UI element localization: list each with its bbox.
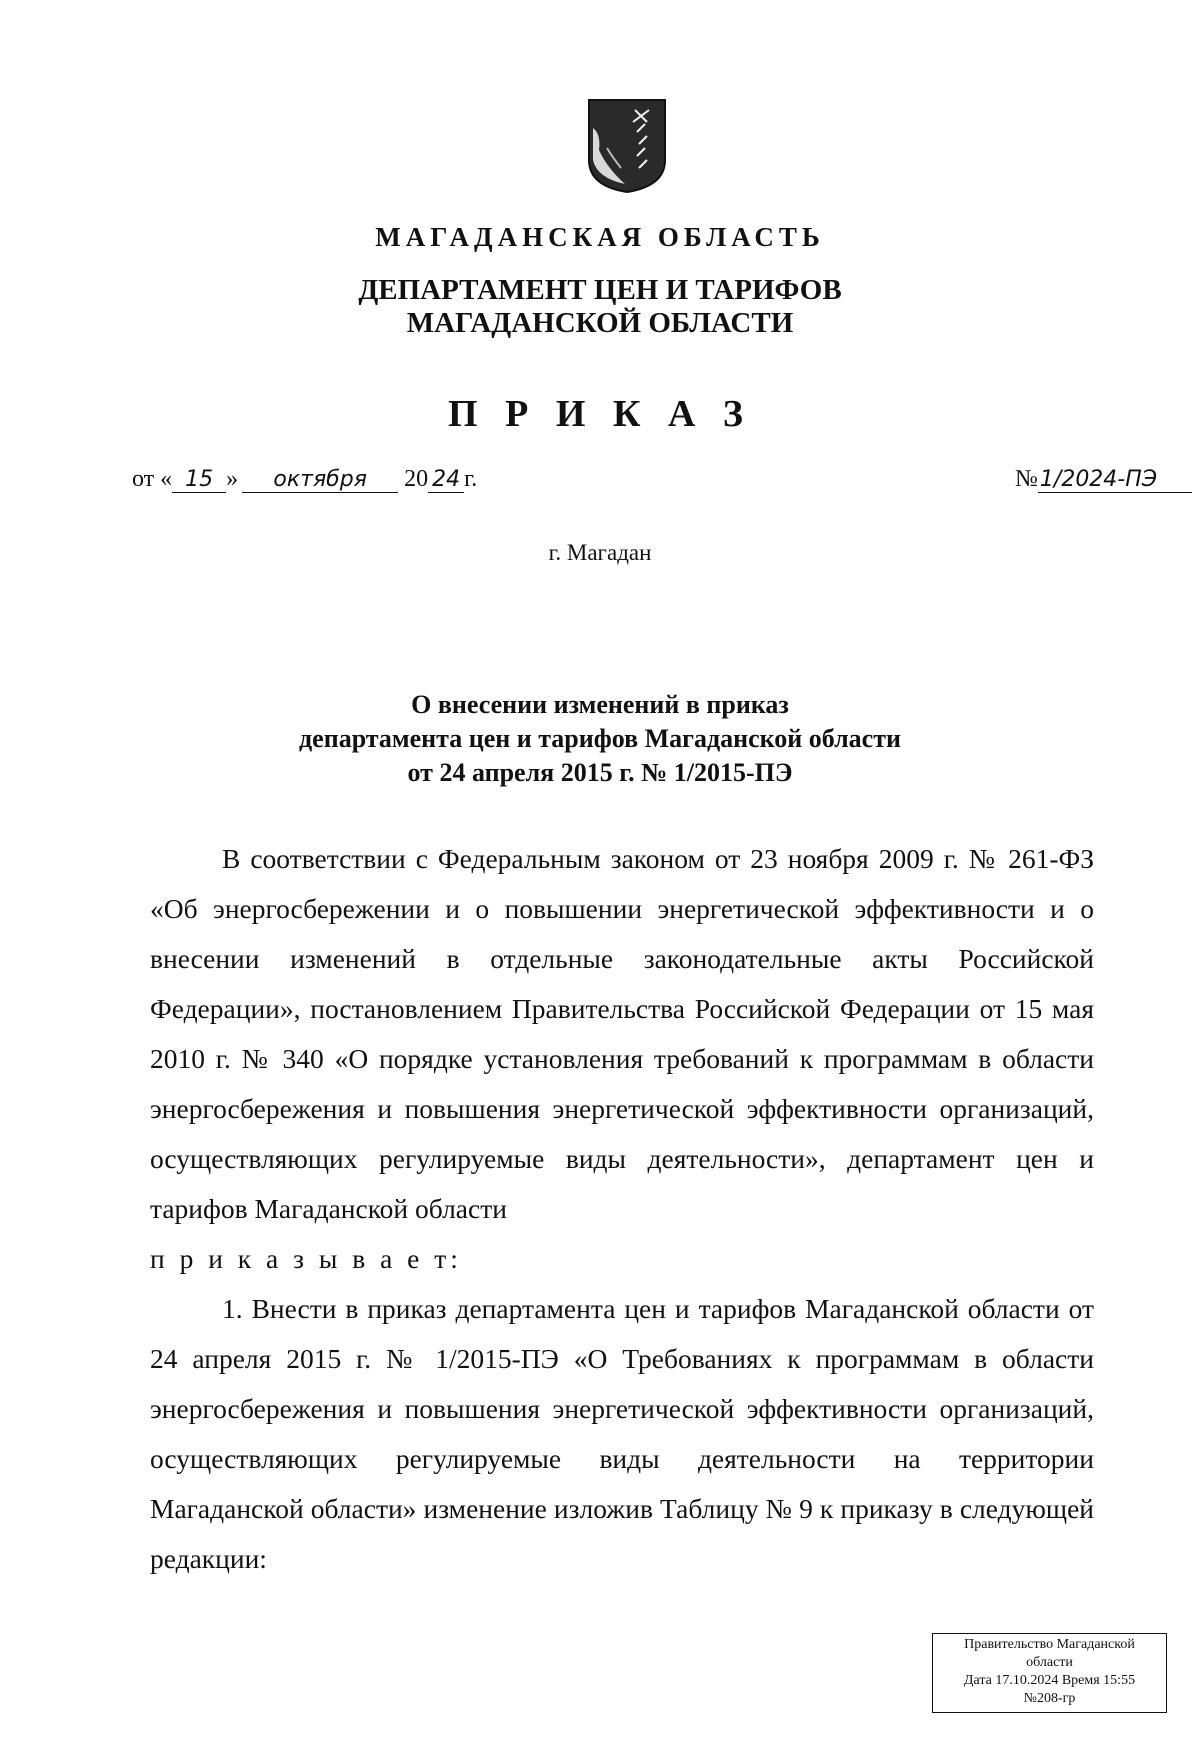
department-title <box>0 274 1200 340</box>
region-title: МАГАДАНСКАЯ ОБЛАСТЬ <box>375 222 825 252</box>
order-subject <box>0 688 1200 790</box>
city: г. Магадан <box>548 540 652 565</box>
subject-line-1: О внесении изменений в приказ <box>411 690 789 719</box>
order-number <box>1015 466 1192 493</box>
number-prefix: № <box>1015 466 1038 492</box>
preamble-paragraph: В соответствии с Федеральным законом от 23 ноября 2009 г. № 261-ФЗ «Об энергосбережении и о повышении энергетической эффективности и о внесении изменений в отдельные законодательные акты Российской Федерации», постановлением Правительства Российской Федерации от 15 мая 2010 г. № 340 «О порядке установления требований к программам в области энергосбережения и повышения энергетической эффективности организаций, осуществляющих регулируемые виды деятельности», департамент цен и тарифов Магаданской области <box>150 843 1094 1224</box>
stamp-line-3: Дата 17.10.2024 Время 15:55 <box>963 1673 1136 1688</box>
number-value: 1/2024-ПЭ <box>1038 468 1192 493</box>
stamp-line-1: Правительство Магаданской <box>964 1637 1135 1652</box>
department-line-1: ДЕПАРТАМЕНТ ЦЕН И ТАРИФОВ <box>358 274 842 306</box>
orders-word: п р и к а з ы в а е т: <box>150 1243 462 1274</box>
registration-stamp <box>932 1633 1167 1713</box>
date-mid: » <box>226 466 239 492</box>
order-title: П Р И К А З <box>448 393 752 435</box>
order-date <box>132 466 477 493</box>
year-prefix: 20 <box>404 466 429 492</box>
subject-line-3: от 24 апреля 2015 г. № 1/2015-ПЭ <box>407 758 793 787</box>
subject-line-2: департамента цен и тарифов Магаданской области <box>299 724 901 753</box>
year-suffix: 24 <box>428 468 464 493</box>
department-line-2: МАГАДАНСКОЙ ОБЛАСТИ <box>406 307 794 339</box>
stamp-line-2: области <box>1026 1655 1073 1670</box>
date-prefix: от « <box>132 466 173 492</box>
date-day: 15 <box>172 468 226 493</box>
clause-1-paragraph: 1. Внести в приказ департамента цен и тарифов Магаданской области от 24 апреля 2015 г. № 1/2015-ПЭ «О Требованиях к программам в области энергосбережения и повышения энергетической эффективности организаций, осуществляющих регулируемые виды деятельности на территории Магаданской области» изменение изложив Таблицу № 9 к приказу в следующей редакции: <box>150 1293 1094 1574</box>
stamp-line-4: №208-гр <box>1023 1691 1076 1706</box>
year-end: г. <box>464 466 478 492</box>
coat-of-arms-icon <box>587 98 667 194</box>
order-body <box>150 834 1094 1584</box>
date-month: октября <box>242 468 398 493</box>
